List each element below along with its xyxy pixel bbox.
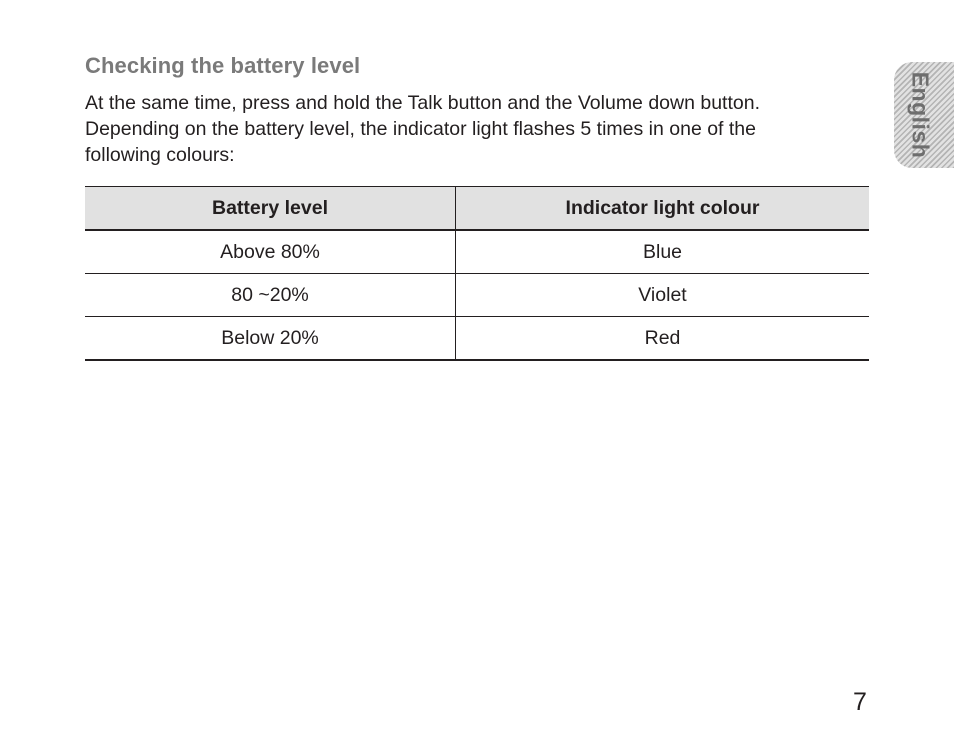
table-row [85, 274, 869, 317]
table-header-row [85, 187, 869, 231]
intro-paragraph [85, 90, 845, 168]
page-number: 7 [853, 688, 867, 716]
battery-level-cell: Below 20% [85, 317, 456, 361]
indicator-colour-cell: Blue [456, 230, 870, 274]
indicator-colour-cell: Violet [456, 274, 870, 317]
header-battery-level: Battery level [85, 187, 456, 231]
table-row [85, 317, 869, 361]
battery-level-cell: 80 ~20% [85, 274, 456, 317]
table-row [85, 230, 869, 274]
indicator-colour-cell: Red [456, 317, 870, 361]
battery-level-table [85, 186, 869, 361]
battery-level-cell: Above 80% [85, 230, 456, 274]
intro-line: Depending on the battery level, the indicator light flashes 5 times in one of the [85, 118, 756, 140]
section-title: Checking the battery level [85, 53, 361, 78]
header-indicator-colour: Indicator light colour [456, 187, 870, 231]
intro-line: At the same time, press and hold the Talk button and the Volume down button. [85, 92, 760, 114]
intro-line: following colours: [85, 144, 235, 166]
language-tab-label: English [907, 71, 934, 159]
